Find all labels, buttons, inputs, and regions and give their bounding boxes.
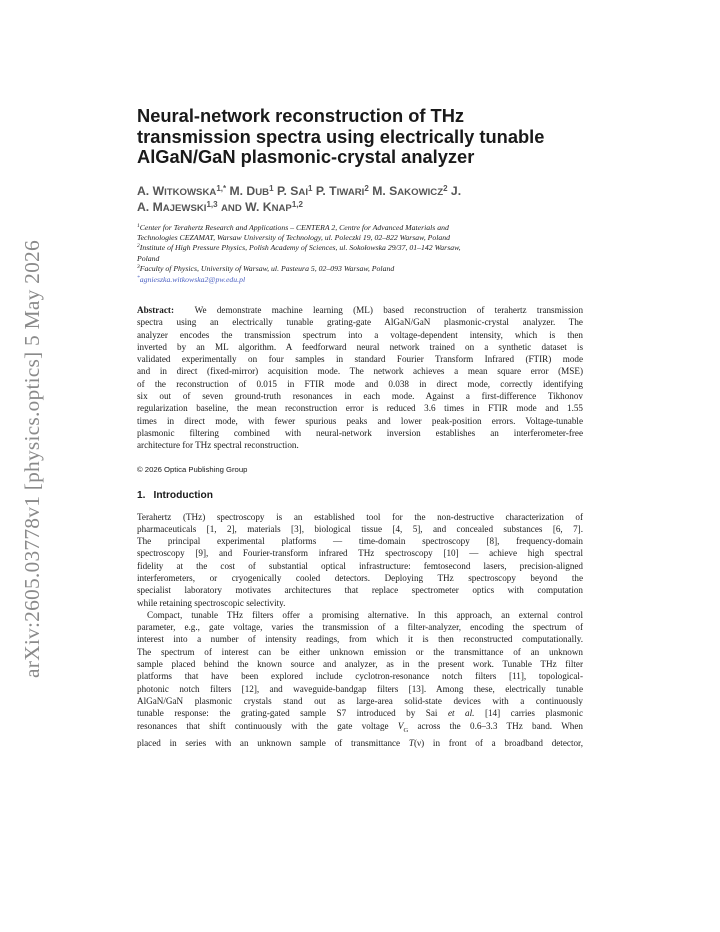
author-conjunction: AND — [220, 202, 242, 214]
affiliation-list — [137, 223, 583, 285]
email-link[interactable]: agnieszka.witkowska2@pw.edu.pl — [139, 274, 246, 284]
abstract-line: regularization baseline, the mean reconstruction error is reduced 3.6 times in FTIR mode and 1.55 — [137, 403, 583, 414]
body-line: placed in series with an unknown sample of transmittance T(ν) in front of a broadband detector, — [137, 737, 583, 748]
paper-title — [137, 106, 583, 168]
body-line: fidelity at the cost of substantial optical infrastructure: femtosecond lasers, precision-aligned — [137, 560, 583, 571]
body-line: The spectrum of interest can be either unknown emission or the transmittance of an unknown — [137, 646, 583, 657]
author-dub: M. DUB$^1$ — [229, 183, 274, 198]
author-witkowska: A. $WITKOWSKA^{1,*}$ — [137, 183, 227, 198]
body-line: spectroscopy [9], and Fourier-transform infrared THz spectroscopy [10] — achieve high spectral — [137, 548, 583, 559]
abstract-line: plasmonic filtering combined with neural-network inversion establishes an interferometer-free — [137, 427, 583, 438]
gate-voltage-symbol: V — [397, 720, 404, 731]
abstract-line: validated experimentally on four samples in standard Fourier Transform Infrared (FTIR) mode — [137, 354, 583, 365]
body-line: sample placed behind the known source and analyzer, as in the present work. Tunable THz filter — [137, 659, 583, 670]
corresponding-email[interactable]: *agnieszka.witkowska2@pw.edu.pl — [137, 274, 246, 284]
introduction-body — [137, 511, 583, 749]
affiliation-1-cont: Technologies CEZAMAT, Warsaw University of Technology, ul. Poleczki 19, 02–822 Warsaw, Poland — [137, 232, 451, 242]
arxiv-identifier-stamp: arXiv:2605.03778v1 [physics.optics] 5 May 2026 — [20, 240, 44, 678]
body-line: while retaining spectroscopic selectivity. — [137, 597, 286, 608]
affiliation-3: $^3$Faculty of Physics, University of Warsaw, ul. Pasteura 5, 02–093 Warsaw, Poland — [137, 264, 395, 274]
body-line: platforms that have been explored include cyclotron-resonance notch filters [11], topological- — [137, 671, 583, 682]
author-tiwari: P. TIWARI$^2$ — [315, 183, 369, 198]
abstract-line: architecture for THz spectral reconstruction. — [137, 440, 299, 451]
body-line: The principal experimental platforms — time-domain spectroscopy [8], frequency-domain — [137, 536, 583, 547]
body-line: photonic notch filters [12], and waveguide-bandgap filters [13]. Among these, electrically tunable — [137, 683, 583, 694]
paper-first-page — [137, 106, 583, 749]
abstract-line: six out of seven ground-truth resonances in each mode. Against a first-difference Tikhonov — [137, 391, 583, 402]
author-sai: P. SAI$^1$ — [276, 183, 313, 198]
abstract — [137, 304, 583, 452]
author-line — [137, 184, 583, 200]
title-line: AlGaN/GaN plasmonic-crystal analyzer — [137, 146, 475, 167]
body-line: parameter, e.g., gate voltage, varies the transmission of a filter-analyzer, encoding the spectrum of — [137, 622, 583, 633]
abstract-line: Abstract: We demonstrate machine learning (ML) based reconstruction of terahertz transmission — [137, 304, 584, 315]
abstract-line: times in direct mode, with fewer spurious peaks and lower peak-position errors. Voltage-tunable — [137, 415, 583, 426]
body-line: pharmaceuticals [1, 2], materials [3], biological tissue [4, 5], and concealed substances [6, 7]. — [137, 523, 583, 534]
affiliation-2-cont: Poland — [137, 253, 160, 263]
author-sakowicz: M. SAKOWICZ$^2$ — [372, 183, 448, 198]
abstract-line: of the reconstruction of 0.015 in FTIR mode and 0.038 in direct mode, correctly identifying — [137, 378, 583, 389]
body-line: interest into a number of intensity readings, from which it is then reconstructed computationally. — [137, 634, 583, 645]
affiliation-1: $^1$Center for Terahertz Research and Applications – CENTERA 2, Centre for Advanced Materials and — [137, 222, 449, 232]
section-number: 1. — [137, 489, 146, 501]
author-majewski-first: J. — [450, 183, 462, 198]
section-heading — [137, 490, 583, 502]
abstract-label: Abstract: — [137, 304, 174, 315]
title-line: Neural-network reconstruction of THz — [137, 105, 465, 126]
abstract-line: inverted by an ML algorithm. A feedforward neural network trained on a synthetic dataset is — [137, 341, 583, 352]
abstract-line: and in direct (fixed-mirror) acquisition mode. The network achieves a mean square error (MSE) — [137, 366, 583, 377]
body-line: Compact, tunable THz filters offer a promising alternative. In this approach, an external control — [147, 609, 583, 620]
body-line: tunable response: the grating-gated sample S7 introduced by Sai et al. [14] carries plasmonic — [137, 708, 583, 719]
transmittance-symbol: T — [408, 737, 414, 748]
body-line: interferometers, or cryogenically cooled detectors. Deploying THz spectroscopy beyond the — [137, 572, 583, 583]
copyright-notice: © 2026 Optica Publishing Group — [137, 464, 248, 474]
author-majewski: A. MAJEWSKI$^{1,3}$ — [137, 199, 218, 214]
author-knap: W. KNAP$^{1,2}$ — [245, 199, 303, 214]
body-line: resonances that shift continuously with the gate voltage $V_G$ across the 0.6–3.3 THz band. When — [137, 720, 583, 734]
body-line: specialist laboratory motivates architectures that replace spectrometer optics with computation — [137, 585, 583, 596]
et-al: et al. — [447, 708, 475, 719]
affiliation-2: $^2$Institute of High Pressure Physics, Polish Academy of Sciences, ul. Sokołowska 29/37, 01–142 Warsaw, — [137, 243, 461, 253]
body-line: Terahertz (THz) spectroscopy is an established tool for the non-destructive characterization of — [137, 511, 583, 522]
title-line: transmission spectra using electrically tunable — [137, 125, 545, 147]
section-title: Introduction — [153, 489, 213, 501]
author-list — [137, 184, 583, 216]
abstract-line: spectra using an electrically tunable grating-gate AlGaN/GaN plasmonic-crystal analyzer. The — [137, 317, 583, 328]
author-line — [137, 200, 583, 216]
body-line: AlGaN/GaN plasmonic crystals stand out as large-area solid-state devices with a continuously — [137, 695, 583, 706]
abstract-line: analyzer encodes the transmission spectrum into a voltage-dependent intensity, which is then — [137, 329, 583, 340]
